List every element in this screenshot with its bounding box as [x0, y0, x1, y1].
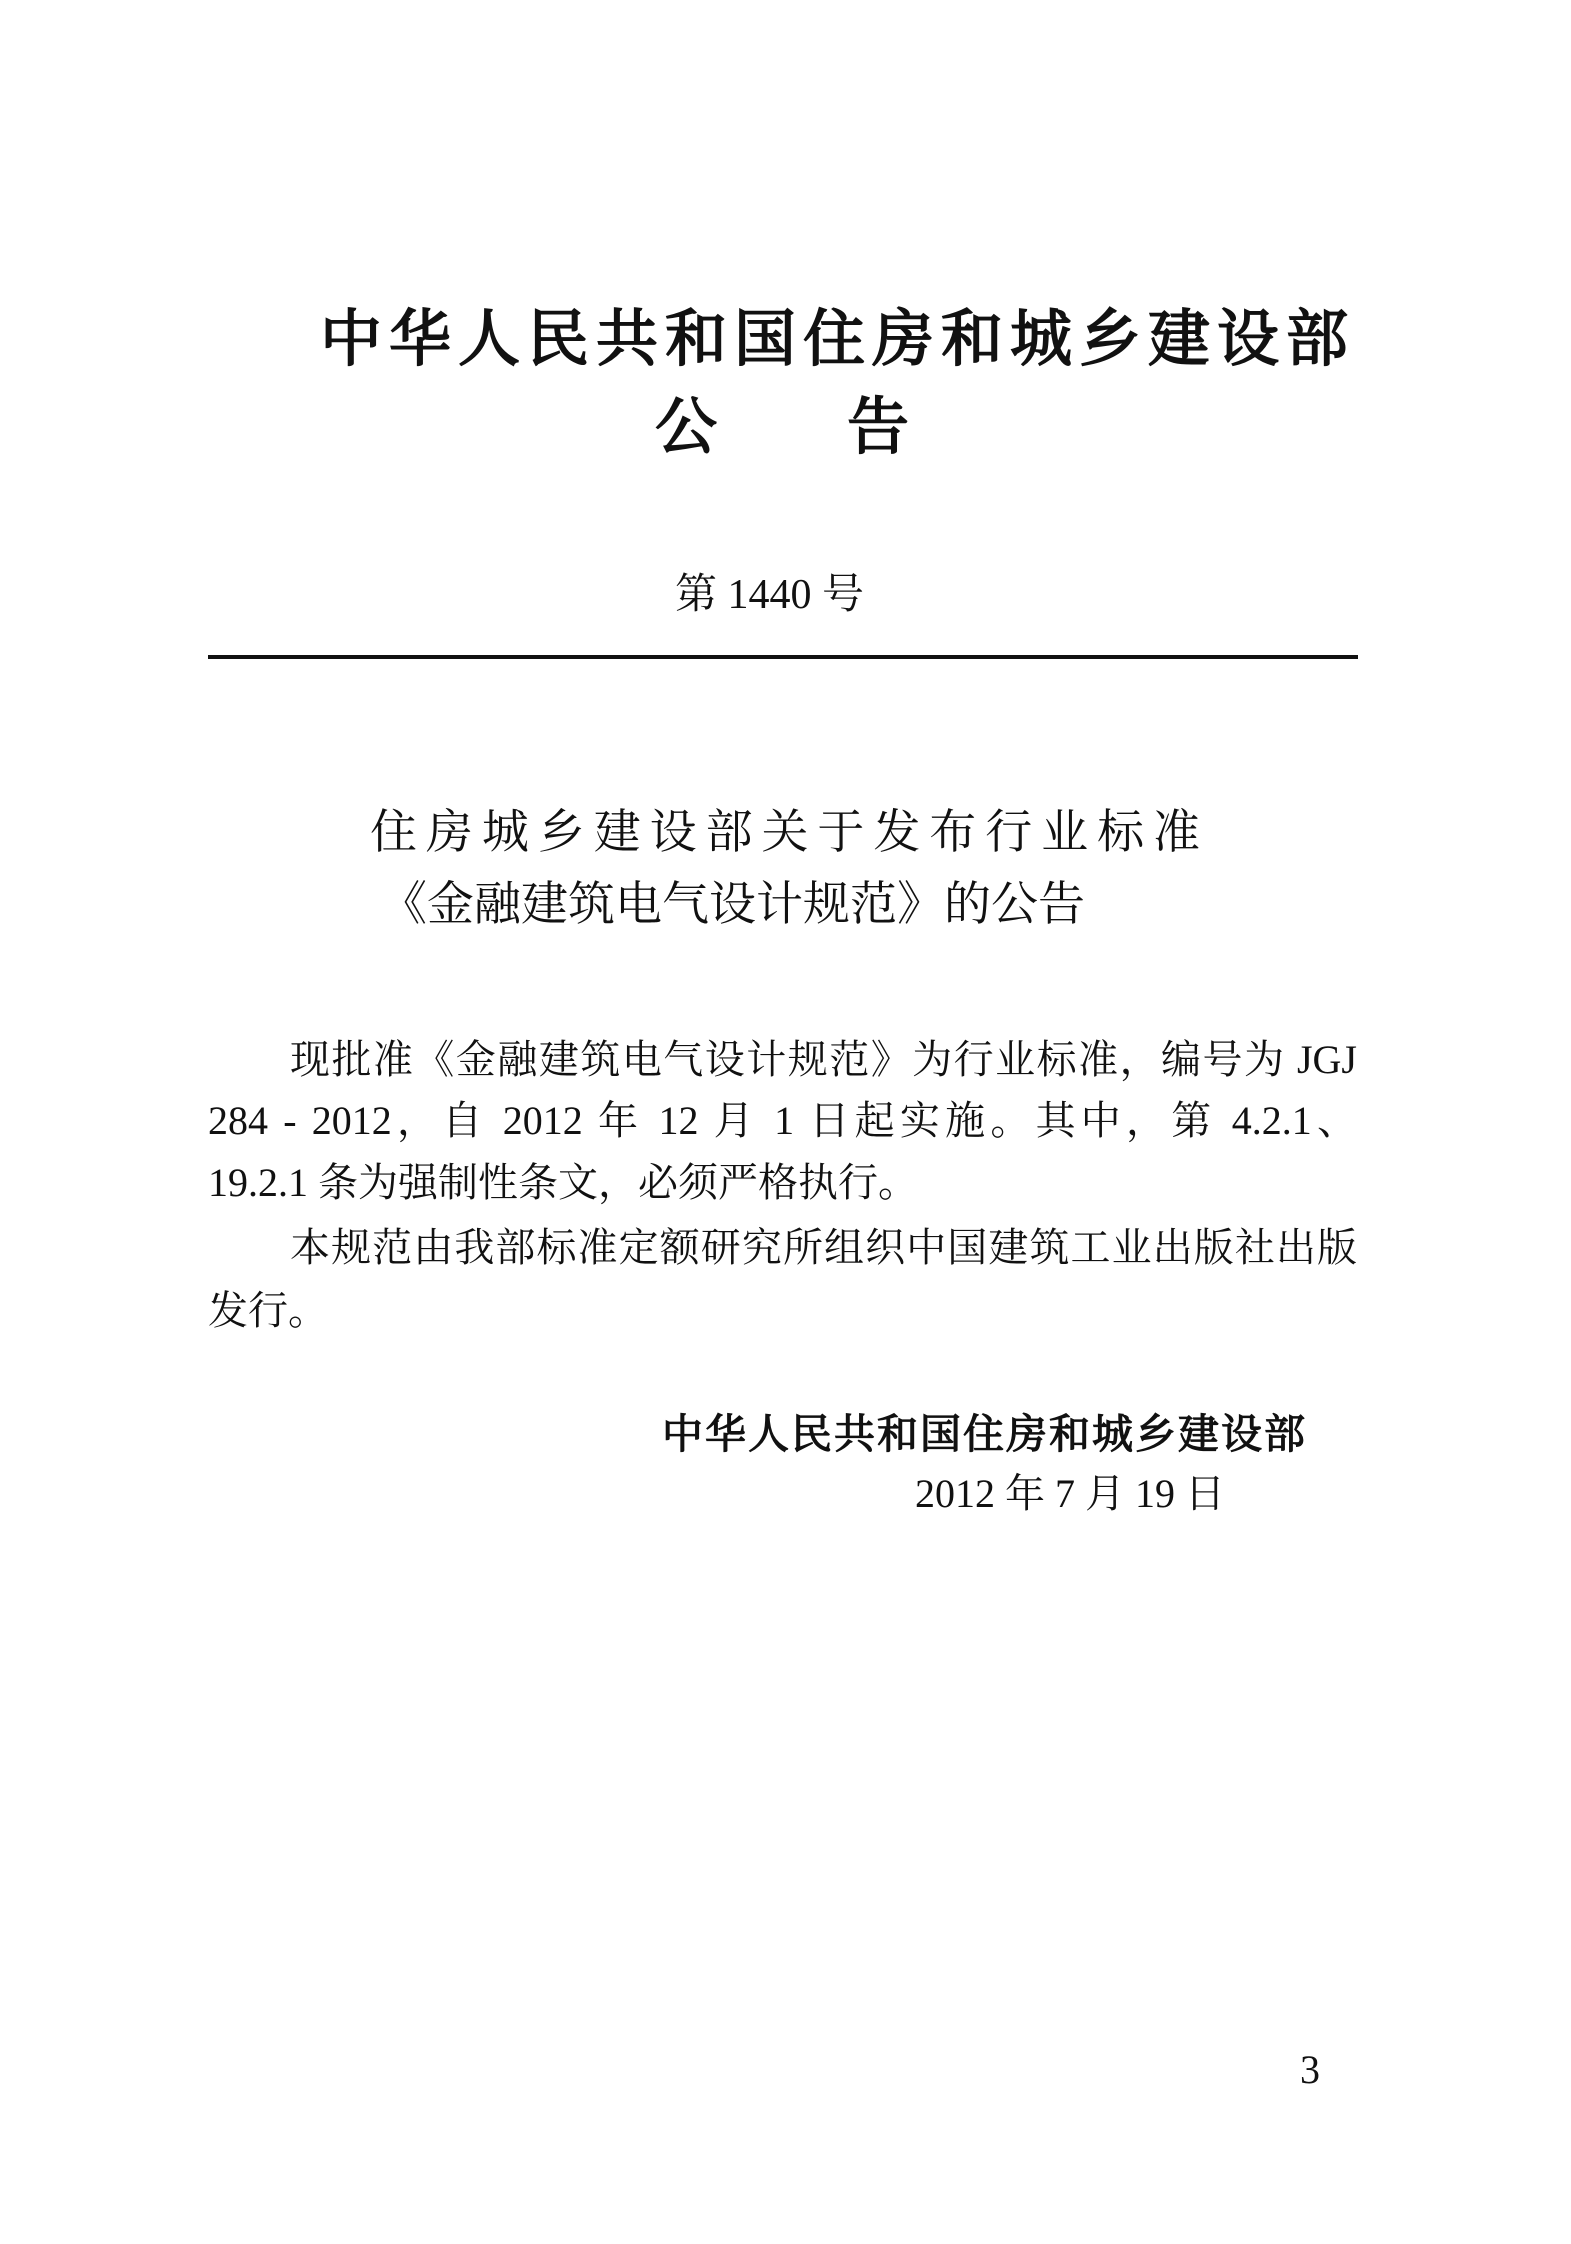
body-line: 现批准《金融建筑电气设计规范》为行业标准，编号为 JGJ	[290, 1037, 1357, 1082]
heading-line-1: 住房城乡建设部关于发布行业标准	[370, 807, 1200, 859]
signature-issuer: 中华人民共和国住房和城乡建设部	[662, 1410, 1307, 1458]
body-line: 发行。	[208, 1288, 328, 1333]
divider-rule	[208, 655, 1358, 659]
body-line: 284 - 2012，自 2012 年 12 月 1 日起实施。其中，第 4.2.1、	[208, 1098, 1357, 1143]
body-line: 本规范由我部标准定额研究所组织中国建筑工业出版社出版	[290, 1225, 1357, 1270]
heading-line-2: 《金融建筑电气设计规范》的公告	[380, 879, 1085, 931]
body-line: 19.2.1 条为强制性条文，必须严格执行。	[208, 1160, 918, 1205]
issuer-title: 中华人民共和国住房和城乡建设部	[320, 302, 1356, 375]
announcement-number: 第 1440 号	[675, 572, 865, 618]
signature-date: 2012 年 7 月 19 日	[915, 1471, 1225, 1516]
page-number: 3	[1300, 2047, 1320, 2092]
doc-type-title: 公告	[655, 390, 1040, 463]
